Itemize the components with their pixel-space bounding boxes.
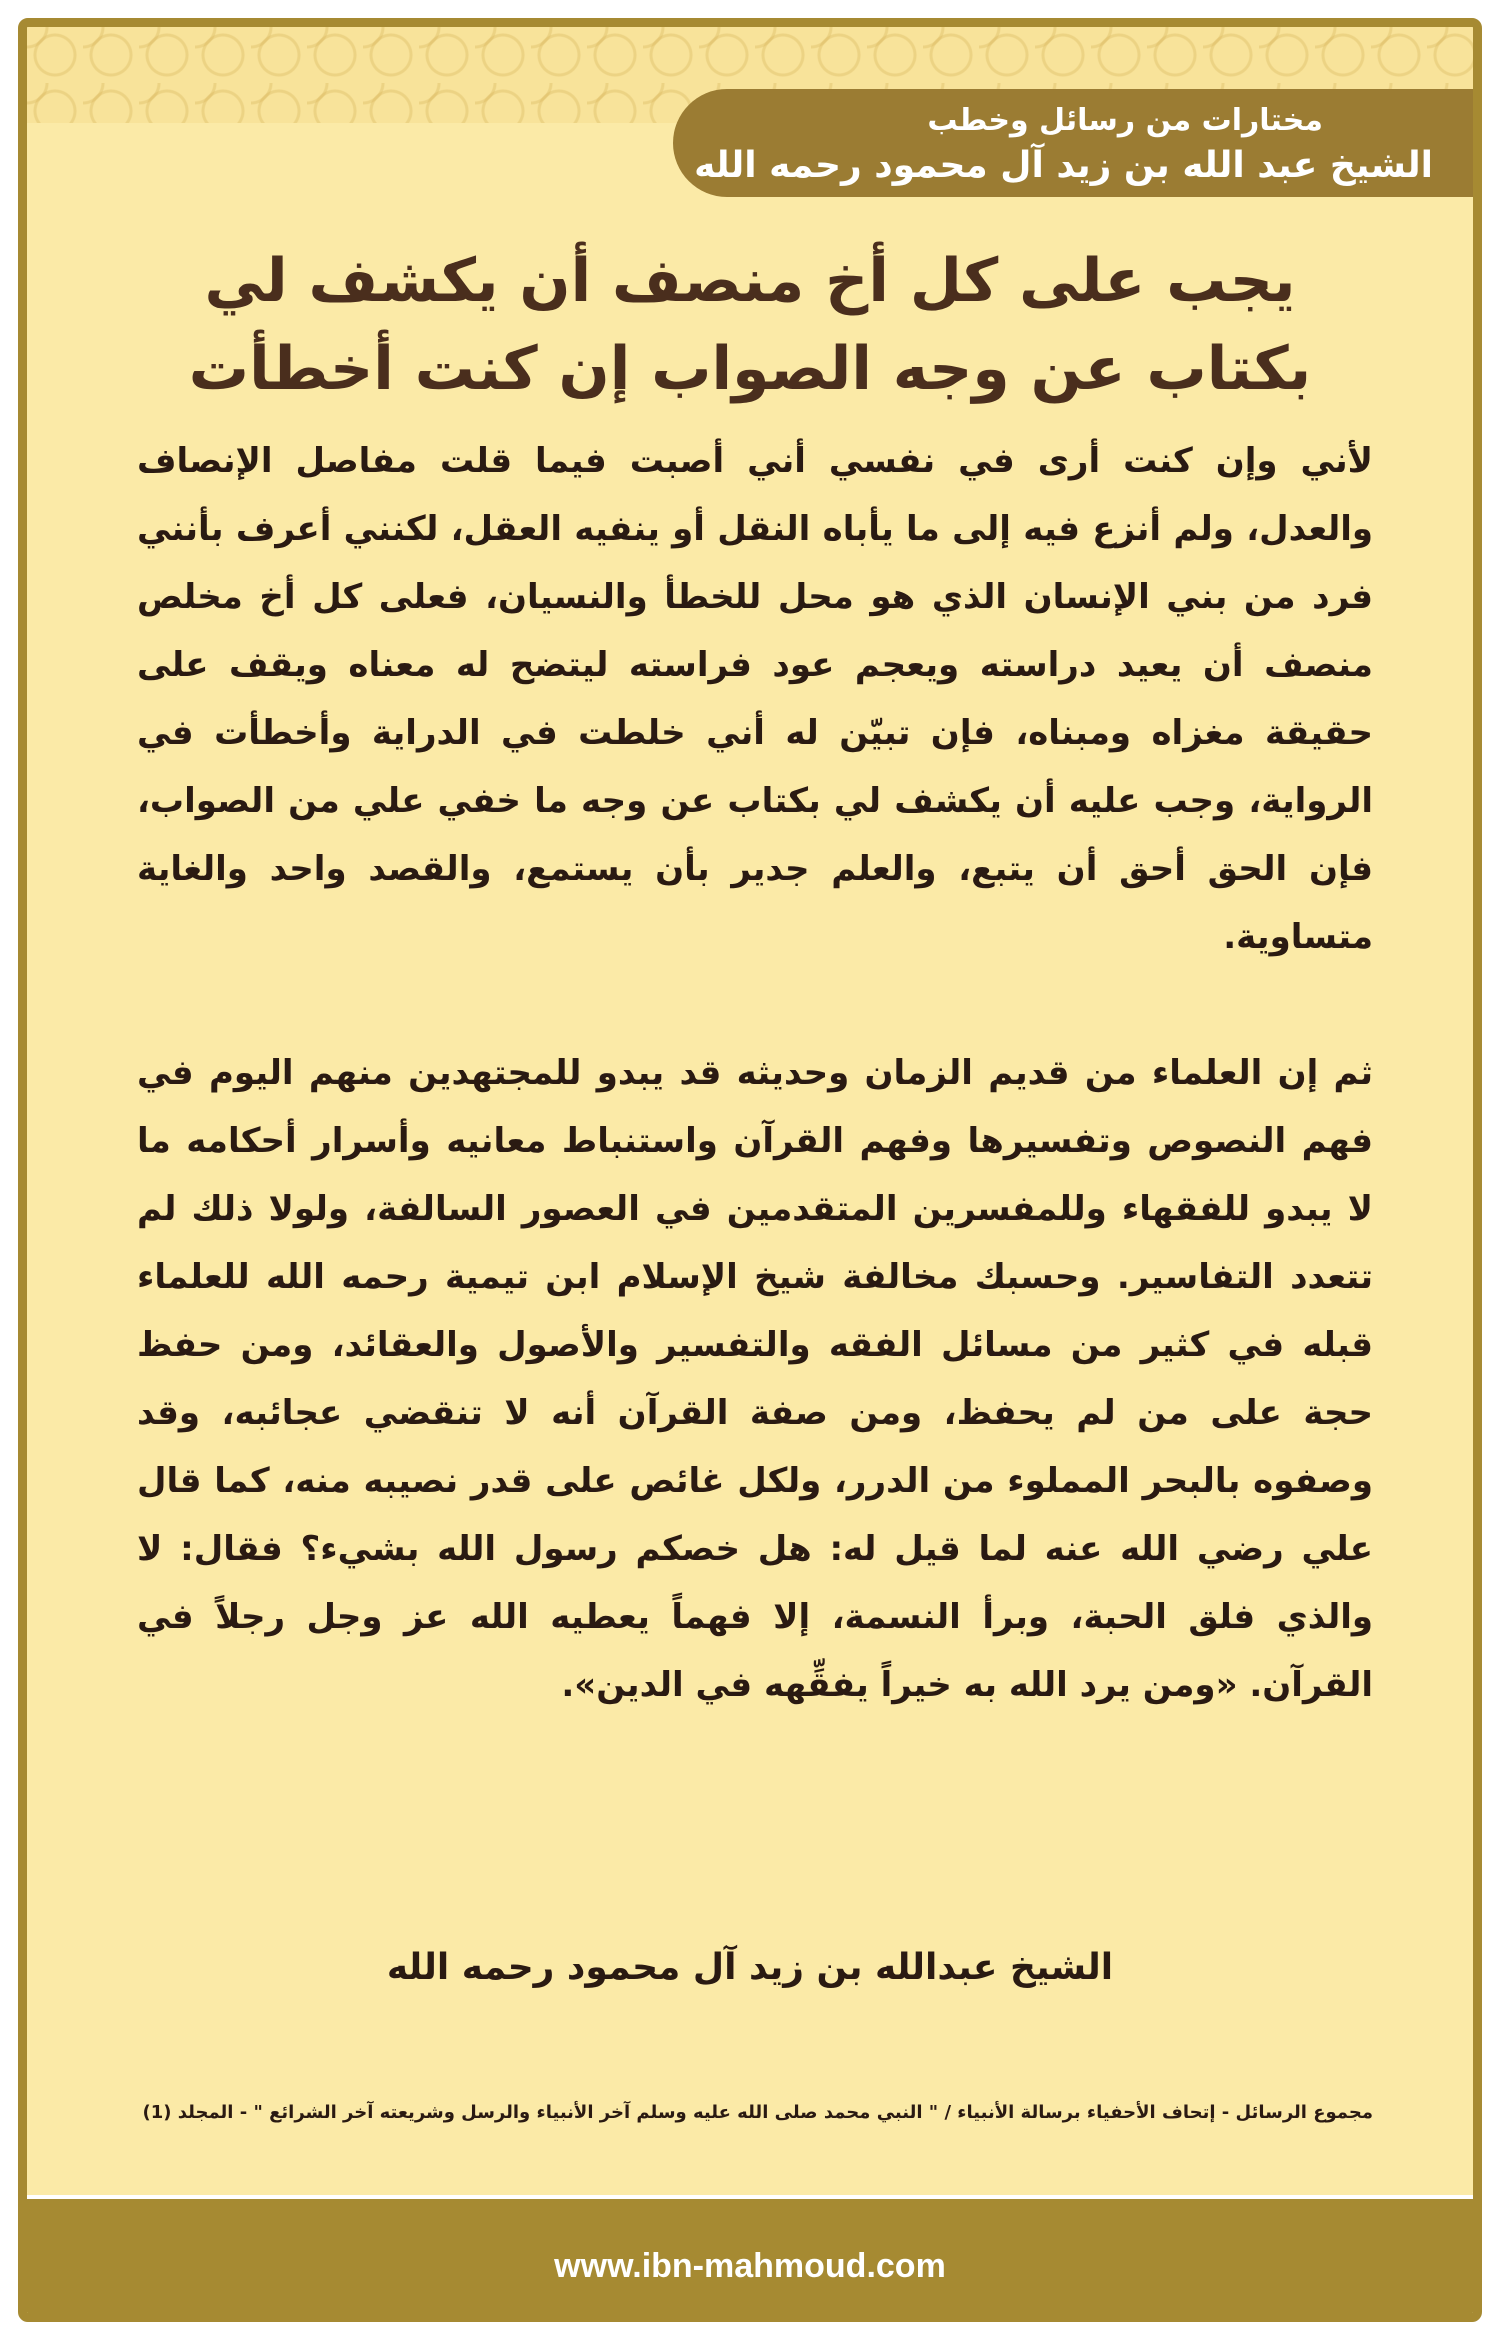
author-signature: الشيخ عبدالله بن زيد آل محمود رحمه الله [386, 1947, 1114, 1988]
page-frame [18, 18, 1482, 2322]
article-body [137, 427, 1373, 1787]
website-link[interactable]: www.ibn-mahmoud.com [554, 2247, 946, 2285]
header-series-title: مختارات من رسائل وخطب [927, 103, 1323, 138]
paragraph-1: لأني وإن كنت أرى في نفسي أني أصبت فيما قلت مفاصل الإنصاف والعدل، ولم أنزع فيه إلى ما يأباه النقل أو ينفيه العقل، لكنني أعرف بأنني فرد من بني الإنسان الذي هو محل للخطأ والنسيان، فعلى كل أخ مخلص منصف أن يعيد دراسته ويعجم عود فراسته ليتضح له معناه ويقف على حقيقة مغزاه ومبناه، فإن تبيّن له أني خلطت في الدراية وأخطأت في الرواية، وجب عليه أن يكشف لي بكتاب عن وجه ما خفي علي من الصواب، فإن الحق أحق أن يتبع، والعلم جدير بأن يستمع، والقصد واحد والغاية متساوية. [137, 441, 1373, 957]
page-title [27, 237, 1473, 413]
title-line-2: بكتاب عن وجه الصواب إن كنت أخطأت [188, 334, 1312, 404]
source-citation: مجموع الرسائل - إتحاف الأحفياء برسالة الأنبياء / " النبي محمد صلى الله عليه وسلم آخر الأنبياء والرسل وشريعته آخر الشرائع " - المجلد (1) [142, 2102, 1373, 2123]
header-author-name: الشيخ عبد الله بن زيد آل محمود رحمه الله [694, 145, 1433, 186]
paragraph-2: ثم إن العلماء من قديم الزمان وحديثه قد يبدو للمجتهدين منهم اليوم في فهم النصوص وتفسيرها وفهم القرآن واستنباط معانيه وأسرار أحكامه ما لا يبدو للفقهاء وللمفسرين المتقدمين في العصور السالفة، ولولا ذلك لم تتعدد التفاسير. وحسبك مخالفة شيخ الإسلام ابن تيمية رحمه الله للعلماء قبله في كثير من مسائل الفقه والتفسير والأصول والعقائد، ومن حفظ حجة على من لم يحفظ، ومن صفة القرآن أنه لا تنقضي عجائبه، وقد وصفوه بالبحر المملوء من الدرر، ولكل غائص على قدر نصيبه منه، كما قال علي رضي الله عنه لما قيل له: هل خصكم رسول الله بشيء؟ فقال: لا والذي فلق الحبة، وبرأ النسمة، إلا فهماً يعطيه الله عز وجل رجلاً في القرآن. «ومن يرد الله به خيراً يفقِّهه في الدين». [137, 1053, 1373, 1705]
title-line-1: يجب على كل أخ منصف أن يكشف لي [204, 246, 1296, 316]
footer-bar [27, 2199, 1473, 2313]
